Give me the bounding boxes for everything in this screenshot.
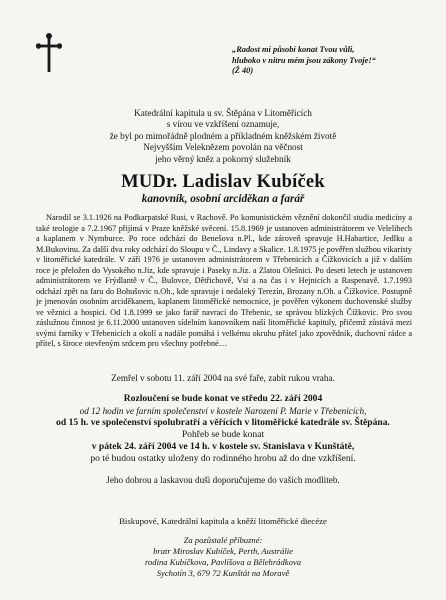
deceased-title: kanovník, osobní arciděkan a farář <box>141 193 305 205</box>
motto-quote <box>232 45 436 77</box>
biography-text: Narodil se 3.1.1926 na Podkarpatské Rusi, v Rachově. Po komunistickém věznění dokončil studia medicíny a také teologie a 7.2.1967 přijímá v Praze kněžské svěcení. 15.8.1969 je ustanoven administrátorem ve Velelibech a kaplanem v Nymburce. Po roce odchází do Benešova n.Pl., kde zároveň spravuje H.Habartice, Jedlku a M.Bukovinu. Za další dva roky odchází do Sloupu v Č., Lindavy a Skalice. 1.8.1975 je pověřen službou vikaristy v litoměřické katedrále. V září 1976 je ustanoven administrátorem v Třebenicích a Čížkovicích a již v dalším roce je přeložen do Vysokého n.Jiz, kde spravuje i Pasekу n.Jiz. a Zlatou Olešnici. Po deseti letech je ustanoven administrátorem ve Frýdlantě v Č., Bulovce, Dětřichově, Vsi a na čas i v Hejnicích a Raspenavě. 1.7.1993 odchází zpět na faru do Bohušovic n.Oh., kde spravuje i nedaleký Terezín, Brozany n.Oh. a Čížkovice. Postupně je jmenován osobním arciděkanem, kaplanem litoměřické nemocnice, je pověřen výkonem duchovenské služby ve věznici a hospici. Od 1.8.1999 se jako farář navrací do Třebenic, se správou blízkých Čížkovic. Pro svou záslužnou činnost je 6.11.2000 ustanoven sídelním kanovníkem naší litoměřické kapituly, přičemž zůstává mezi svými farníky v Třebenicích a okolí a nadále pomáhá i velkému okruhu přátel jako zpovědník, duchovní rádce a přítel, s široce otevřeným srdcem pro všechny potřebné… <box>36 213 412 348</box>
family-line: Za pozůstalé příbuzné: <box>183 535 263 545</box>
family-line: rodina Kubíčkova, Pavlíšova a Bělehrádkova <box>144 557 301 567</box>
intro-line: Katedrální kapitula u sv. Štěpána v Litoměřicích <box>134 108 312 118</box>
intro-line: že byl po mimořádně plodném a příkladném kněžském životě <box>109 130 337 141</box>
farewell-details <box>0 393 446 465</box>
biography <box>36 213 412 350</box>
motto-line: hluboko v nitru mém jsou zákony Tvoje!“ <box>232 55 376 65</box>
announcement-intro <box>0 108 446 165</box>
farewell-line: Rozloučení se bude konat ve středu 22. září 2004 <box>123 393 323 404</box>
intro-line: s vírou ve vzkříšení oznamuje, <box>166 119 280 130</box>
cross-icon <box>36 33 62 73</box>
motto-line: „Radost mi působí konat Tvou vůli, <box>232 45 355 54</box>
family-line: Sychotín 3, 679 72 Kunštát na Moravě <box>156 568 290 578</box>
family-block <box>0 535 446 579</box>
family-line: bratr Miroslav Kubíček, Perth, Austrálie <box>153 546 293 556</box>
funeral-line: Pohřeb se bude konat <box>181 429 265 440</box>
funeral-line: po té budou ostatky uloženy do rodinného hrobu až do dne vzkříšení. <box>90 453 356 464</box>
intro-line: jeho věrný kněz a pokorný služebník <box>155 153 291 164</box>
blessing: Jeho dobrou a laskavou duši doporučujeme do vašich modliteb. <box>106 475 340 485</box>
funeral-line: v pátek 24. září 2004 ve 14 h. v kostele sv. Stanislava v Kunštátě, <box>91 441 355 452</box>
signatories: Biskupové, Katedrální kapitula a kněží litoměřické diecéze <box>119 516 327 526</box>
death-note: Zemřel v sobotu 11. září 2004 na své faře, zabit rukou vraha. <box>111 373 335 383</box>
farewell-line: od 12 hodin ve farním společenství v kostele Narození P. Marie v Třebenicích, <box>79 406 367 416</box>
deceased-name: MUDr. Ladislav Kubíček <box>121 172 325 192</box>
farewell-line: od 15 h. ve společenství spolubratří a věřících v litoměřické katedrále sv. Štěpána. <box>56 417 390 428</box>
intro-line: Nejvyšším Veleknězem povolán na věčnost <box>143 142 303 153</box>
motto-source: (Ž 40) <box>232 66 254 75</box>
